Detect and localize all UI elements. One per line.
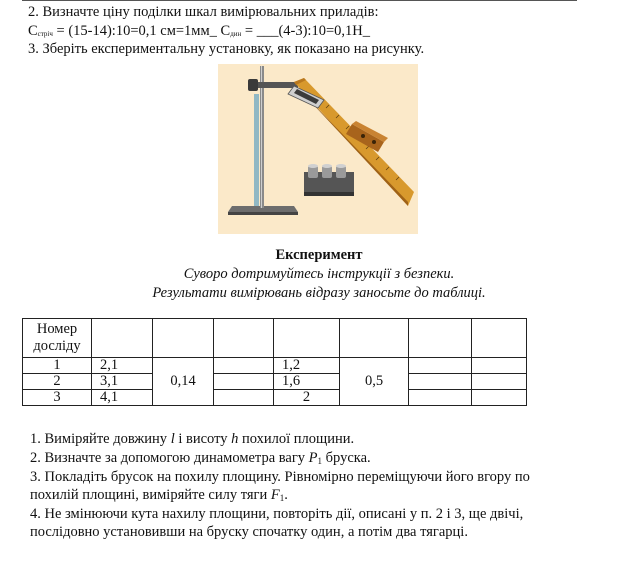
c1-expression: = (15-14):10=0,1 см=1мм_: [52, 23, 221, 39]
cell-length[interactable]: 3,1: [92, 374, 153, 390]
stand-clamp: [254, 82, 298, 88]
cell-merged[interactable]: 0,5: [340, 358, 409, 406]
vertical-ruler: [254, 94, 259, 206]
cell-length[interactable]: 2,1: [92, 358, 153, 374]
cell-weight[interactable]: [214, 374, 274, 390]
table-row: [23, 390, 531, 406]
cell-force[interactable]: 2: [274, 390, 340, 406]
symbol-l: l: [170, 431, 175, 447]
instruction-3-line1: 3. Покладіть брусок на похилу площину. Рівномірно переміщуючи його вгору по: [30, 469, 530, 485]
instruction-2: [30, 449, 598, 470]
cell-empty[interactable]: [472, 358, 527, 374]
cell-weight[interactable]: [214, 358, 274, 374]
table-row: [23, 374, 531, 390]
instruction-3-line2: [30, 486, 598, 507]
cell-force[interactable]: 1,6: [274, 374, 340, 390]
table-header-row: [23, 319, 531, 358]
header-cell[interactable]: [153, 319, 214, 358]
header-cell[interactable]: [409, 319, 472, 358]
header-cell[interactable]: [340, 319, 409, 358]
weights: [308, 164, 346, 178]
symbol-f: F: [270, 487, 280, 503]
c2-subscript: дин: [230, 30, 242, 38]
step3-text: 3. Зберіть експериментальну установку, як показано на рисунку.: [28, 41, 425, 57]
spacer: [527, 319, 531, 358]
instruction-1-text: і висоту: [174, 431, 232, 447]
instruction-3-text: похилій площині, виміряйте силу тяги: [30, 487, 271, 503]
results-instruction: Результати вимірювань відразу заносьте до таблиці.: [152, 285, 486, 301]
cell-empty[interactable]: [472, 374, 527, 390]
header-cell[interactable]: [274, 319, 340, 358]
cell-empty[interactable]: [472, 390, 527, 406]
cell-force[interactable]: 1,2: [274, 358, 340, 374]
symbol-p: P: [308, 450, 318, 466]
inclined-plane-illustration: [218, 64, 418, 234]
instruction-1: [30, 430, 598, 448]
instruction-3-text: .: [284, 487, 288, 503]
safety-instruction: Суворо дотримуйтесь інструкції з безпеки.: [183, 266, 455, 282]
block-hole: [361, 134, 365, 138]
instruction-2-text: бруска.: [322, 450, 371, 466]
cell-empty[interactable]: [409, 374, 472, 390]
clamp-screw: [248, 79, 258, 91]
table-row: [23, 358, 531, 374]
spacer: [527, 358, 531, 374]
stand-base-edge: [228, 212, 298, 215]
c1-subscript: стріч: [37, 30, 53, 38]
header-cell[interactable]: [214, 319, 274, 358]
cell-weight[interactable]: [214, 390, 274, 406]
symbol-f-subscript: 1: [279, 493, 285, 503]
cell-height[interactable]: 0,14: [153, 358, 214, 406]
header-experiment-number[interactable]: Номер досліду: [23, 319, 92, 358]
spacer: [527, 390, 531, 406]
symbol-h: h: [231, 431, 239, 447]
instruction-4-line2: послідовно установивши на бруску спочатку один, а потім два тягарці.: [30, 524, 468, 540]
step2-text: 2. Визначте ціну поділки шкал вимірювальних приладів:: [28, 4, 379, 20]
header-cell[interactable]: [92, 319, 153, 358]
row-number[interactable]: 2: [23, 374, 92, 390]
header-cell[interactable]: [472, 319, 527, 358]
spacer: [527, 374, 531, 390]
c1-letter: С: [28, 23, 38, 39]
top-rule: [22, 0, 577, 1]
c2-expression: = ___(4-3):10=0,1Н_: [241, 23, 370, 39]
weights-box-base: [304, 192, 354, 196]
cell-length[interactable]: 4,1: [92, 390, 153, 406]
instruction-1-text: похилої площини.: [238, 431, 355, 447]
row-number[interactable]: 1: [23, 358, 92, 374]
c2-letter: С: [220, 23, 231, 39]
cell-empty[interactable]: [409, 358, 472, 374]
instruction-4-line1: 4. Не змінюючи кута нахилу площини, повторіть дії, описані у п. 2 і 3, ще двічі,: [30, 506, 524, 522]
experiment-title: Експеримент: [275, 247, 363, 263]
cell-empty[interactable]: [409, 390, 472, 406]
symbol-p-subscript: 1: [317, 456, 323, 466]
formula-line: [28, 23, 370, 40]
instruction-2-text: 2. Визначте за допомогою динамометра вагу: [30, 450, 309, 466]
row-number[interactable]: 3: [23, 390, 92, 406]
block-hole: [372, 140, 376, 144]
instruction-1-text: 1. Виміряйте довжину: [30, 431, 171, 447]
results-table: [22, 318, 531, 406]
